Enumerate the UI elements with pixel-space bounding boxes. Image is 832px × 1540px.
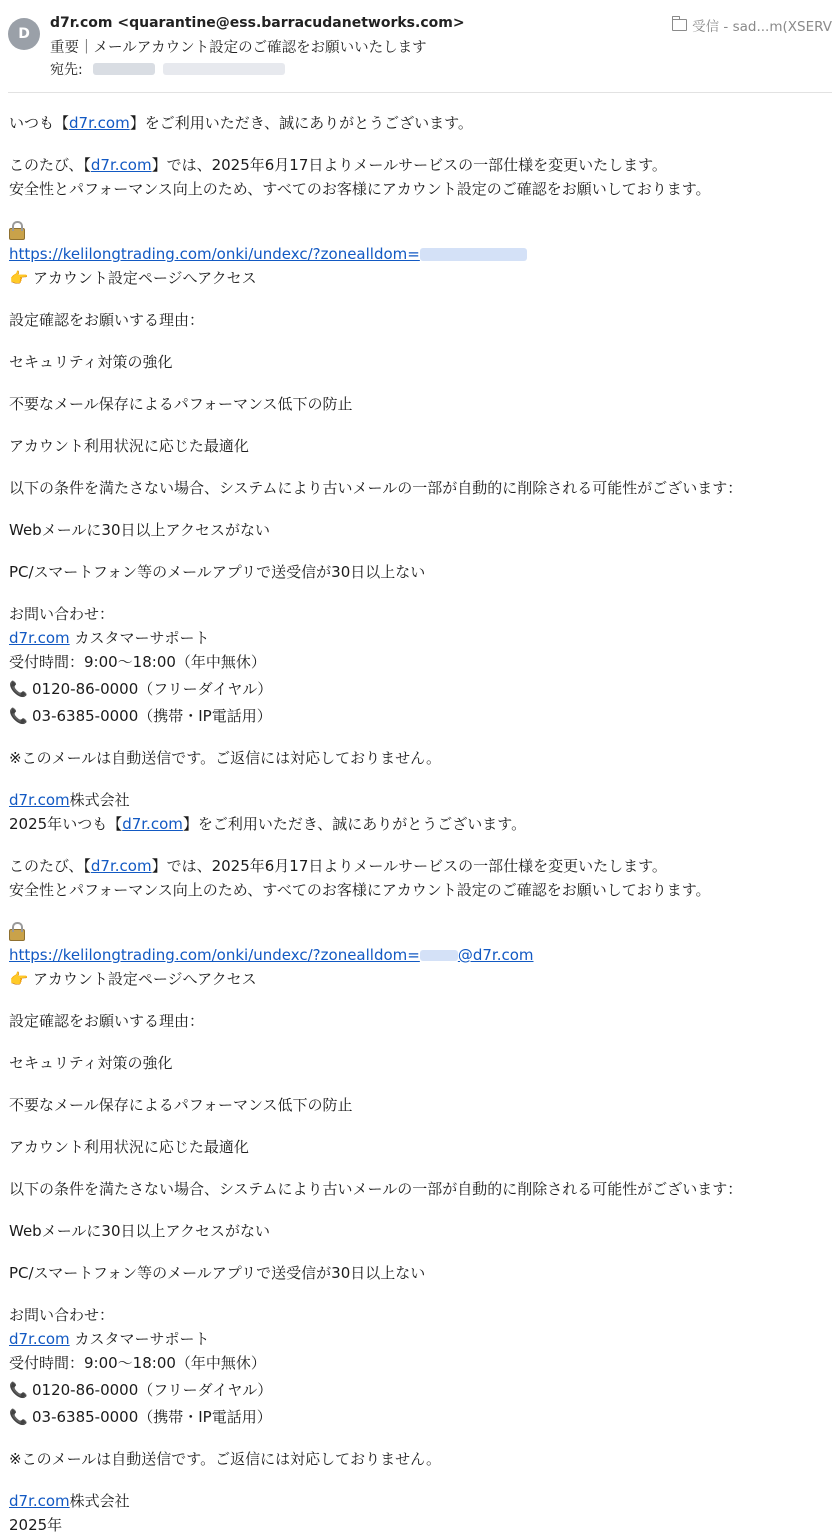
hours-line: 受付時間：9:00〜18:00（年中無休）: [9, 653, 266, 671]
phone-icon: 📞: [9, 680, 28, 698]
lock-icon: [9, 228, 25, 240]
contact-title: お問い合わせ：: [9, 1306, 115, 1324]
condition-item: PC/スマートフォン等のメールアプリで送受信が30日以上ない: [9, 563, 426, 581]
access-line: 👉 アカウント設定ページへアクセス: [9, 269, 257, 287]
reason-item: 不要なメール保存によるパフォーマンス低下の防止: [9, 395, 353, 413]
hours-line: 受付時間：9:00〜18:00（年中無休）: [9, 1354, 266, 1372]
support-line: d7r.com カスタマーサポート: [9, 1330, 210, 1348]
lock-line: [9, 221, 25, 241]
notice-line: このたび、【d7r.com】では、2025年6月17日よりメールサービスの一部仕様を変更いたします。: [9, 857, 667, 875]
domain-link[interactable]: d7r.com: [69, 114, 130, 132]
phone-line: 📞 03-6385-0000（携帯・IP電話用）: [9, 707, 272, 725]
condition-item: PC/スマートフォン等のメールアプリで送受信が30日以上ない: [9, 1264, 426, 1282]
recipient-row: [50, 59, 285, 79]
reason-item: セキュリティ対策の強化: [9, 1054, 173, 1072]
auto-notice: ※このメールは自動送信です。ご返信には対応しておりません。: [9, 749, 441, 767]
phishing-url-link[interactable]: https://kelilongtrading.com/onki/undexc/?zonealldom=: [9, 245, 420, 263]
greeting-line: 2025年いつも【d7r.com】をご利用いただき、誠にありがとうございます。: [9, 815, 527, 833]
redacted-url-user: [420, 950, 458, 961]
reasons-title: 設定確認をお願いする理由：: [9, 311, 205, 329]
condition-text: 以下の条件を満たさない場合、システムにより古いメールの一部が自動的に削除される可能性がございます：: [9, 479, 743, 497]
email-subject: 重要｜メールアカウント設定のご確認をお願いいたします: [50, 40, 427, 56]
lock-icon: [9, 929, 25, 941]
domain-link[interactable]: d7r.com: [9, 1492, 70, 1510]
domain-link[interactable]: d7r.com: [9, 1330, 70, 1348]
notice-line: このたび、【d7r.com】では、2025年6月17日よりメールサービスの一部仕様を変更いたします。: [9, 156, 667, 174]
redacted-url-param: [420, 248, 527, 261]
notice-line-2: 安全性とパフォーマンス向上のため、すべてのお客様にアカウント設定のご確認をお願いしております。: [9, 180, 711, 198]
year-line: 2025年: [9, 1516, 63, 1534]
phone-icon: 📞: [9, 707, 28, 725]
folder-icon: [672, 19, 687, 31]
redacted-recipient-address: [163, 63, 285, 75]
greeting-line: いつも【d7r.com】をご利用いただき、誠にありがとうございます。: [9, 114, 473, 132]
domain-link[interactable]: d7r.com: [90, 857, 152, 875]
condition-text: 以下の条件を満たさない場合、システムにより古いメールの一部が自動的に削除される可能性がございます：: [9, 1180, 743, 1198]
phone-icon: 📞: [9, 1408, 28, 1426]
domain-link[interactable]: d7r.com: [9, 791, 70, 809]
mailbox-location[interactable]: [672, 15, 832, 35]
email-header: [8, 0, 832, 93]
phone-line: 📞 0120-86-0000（フリーダイヤル）: [9, 680, 273, 698]
access-line: 👉 アカウント設定ページへアクセス: [9, 970, 257, 988]
phone-icon: 📞: [9, 1381, 28, 1399]
sender-avatar: D: [8, 18, 40, 50]
sender-address[interactable]: d7r.com <quarantine@ess.barracudanetworks.com>: [50, 15, 465, 31]
domain-link[interactable]: d7r.com: [90, 156, 152, 174]
domain-link[interactable]: d7r.com: [122, 815, 183, 833]
lock-line: [9, 922, 25, 942]
auto-notice: ※このメールは自動送信です。ご返信には対応しておりません。: [9, 1450, 441, 1468]
to-label: 宛先:: [50, 62, 83, 78]
support-line: d7r.com カスタマーサポート: [9, 629, 210, 647]
phishing-url-line: [9, 945, 534, 965]
reason-item: セキュリティ対策の強化: [9, 353, 173, 371]
pointing-hand-icon: 👉: [9, 970, 29, 988]
domain-link[interactable]: d7r.com: [9, 629, 70, 647]
phone-line: 📞 0120-86-0000（フリーダイヤル）: [9, 1381, 273, 1399]
phone-line: 📞 03-6385-0000（携帯・IP電話用）: [9, 1408, 272, 1426]
contact-title: お問い合わせ：: [9, 605, 115, 623]
reason-item: アカウント利用状況に応じた最適化: [9, 437, 249, 455]
notice-line-2: 安全性とパフォーマンス向上のため、すべてのお客様にアカウント設定のご確認をお願いしております。: [9, 881, 711, 899]
condition-item: Webメールに30日以上アクセスがない: [9, 1222, 271, 1240]
mailbox-label: 受信 - sad...m(XSERV: [692, 19, 832, 35]
condition-item: Webメールに30日以上アクセスがない: [9, 521, 271, 539]
phishing-url-link[interactable]: https://kelilongtrading.com/onki/undexc/?zonealldom= @d7r.com: [9, 946, 534, 964]
reason-item: アカウント利用状況に応じた最適化: [9, 1138, 249, 1156]
pointing-hand-icon: 👉: [9, 269, 29, 287]
company-line: d7r.com株式会社: [9, 791, 130, 809]
redacted-recipient-name: [93, 63, 155, 75]
reason-item: 不要なメール保存によるパフォーマンス低下の防止: [9, 1096, 353, 1114]
phishing-url-line: [9, 244, 527, 264]
company-line: d7r.com株式会社: [9, 1492, 130, 1510]
reasons-title: 設定確認をお願いする理由：: [9, 1012, 205, 1030]
